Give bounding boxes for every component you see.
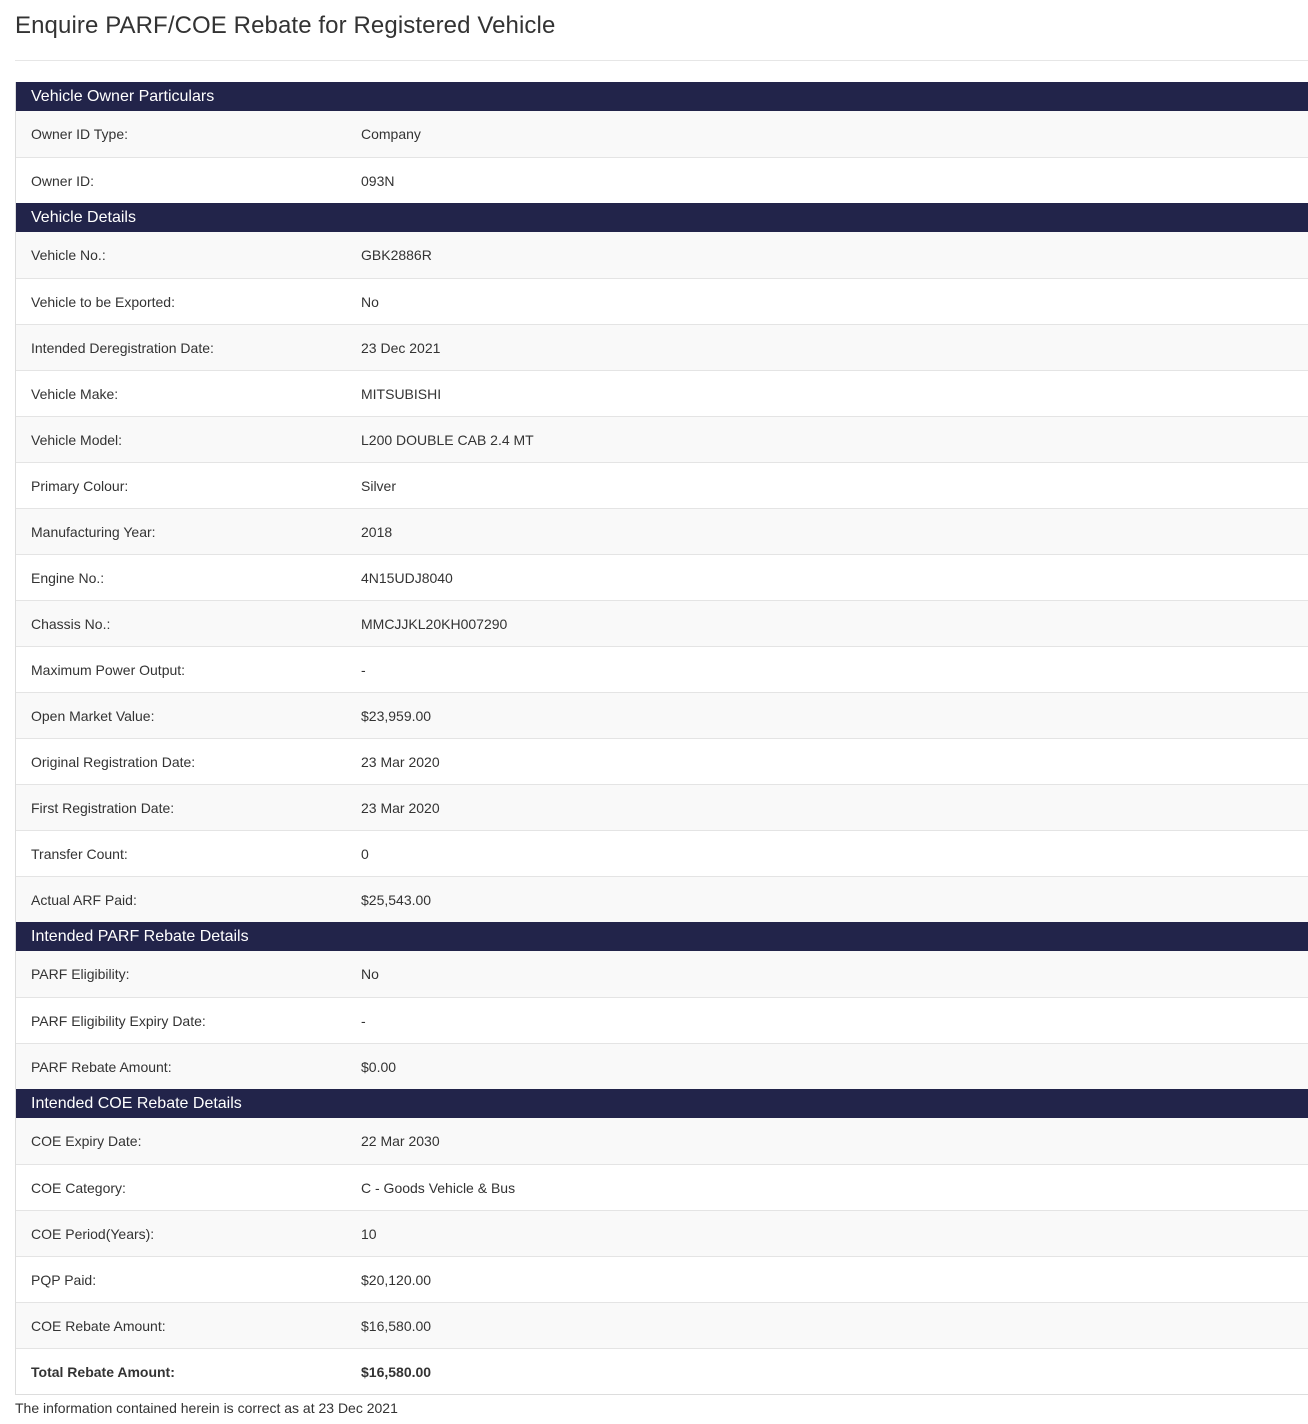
field-value: $16,580.00 — [361, 1363, 432, 1380]
field-label: PARF Rebate Amount: — [31, 1058, 172, 1075]
row-vehicle-exported — [16, 278, 1308, 324]
row-manufacturing-year — [16, 508, 1308, 554]
field-value: $0.00 — [361, 1058, 397, 1075]
row-coe-expiry-date — [16, 1118, 1308, 1164]
field-label: Manufacturing Year: — [31, 523, 156, 540]
field-label: PARF Eligibility: — [31, 966, 130, 982]
field-value: - — [361, 661, 366, 678]
field-value: No — [361, 293, 379, 310]
field-label: Chassis No.: — [31, 615, 111, 632]
field-value: Company — [361, 126, 421, 142]
row-owner-id — [16, 157, 1308, 203]
row-coe-period — [16, 1210, 1308, 1256]
field-value: 2018 — [361, 523, 393, 540]
field-label: First Registration Date: — [31, 799, 175, 816]
row-chassis-no — [16, 600, 1308, 646]
title-divider — [15, 60, 1308, 61]
field-label: Total Rebate Amount: — [31, 1363, 175, 1380]
row-total-rebate-amount — [16, 1348, 1308, 1394]
field-label: Original Registration Date: — [31, 753, 196, 770]
field-label: Open Market Value: — [31, 707, 155, 724]
row-open-market-value — [16, 692, 1308, 738]
field-label: PQP Paid: — [31, 1271, 97, 1288]
field-label: Owner ID: — [31, 172, 95, 189]
field-label: COE Rebate Amount: — [31, 1317, 166, 1334]
row-parf-eligibility — [16, 951, 1308, 997]
row-original-registration-date — [16, 738, 1308, 784]
field-value: 23 Mar 2020 — [361, 753, 440, 770]
field-value: MMCJJKL20KH007290 — [361, 615, 508, 632]
field-label: COE Period(Years): — [31, 1225, 155, 1242]
section-header-vehicle: Vehicle Details — [16, 203, 1308, 232]
field-label: Owner ID Type: — [31, 126, 129, 142]
field-value: MITSUBISHI — [361, 385, 442, 402]
field-value: $16,580.00 — [361, 1317, 432, 1334]
row-pqp-paid — [16, 1256, 1308, 1302]
row-vehicle-model — [16, 416, 1308, 462]
field-value: 10 — [361, 1225, 377, 1242]
row-first-registration-date — [16, 784, 1308, 830]
field-value: 23 Dec 2021 — [361, 339, 441, 356]
row-vehicle-make — [16, 370, 1308, 416]
footnote: The information contained herein is correct as at 23 Dec 2021 — [15, 1400, 398, 1416]
row-vehicle-no — [16, 232, 1308, 278]
field-label: COE Category: — [31, 1179, 126, 1196]
field-value: $25,543.00 — [361, 891, 432, 908]
section-header-owner: Vehicle Owner Particulars — [16, 82, 1308, 111]
field-value: 4N15UDJ8040 — [361, 569, 453, 586]
field-label: Engine No.: — [31, 569, 105, 586]
field-label: Intended Deregistration Date: — [31, 339, 214, 356]
field-value: 0 — [361, 845, 369, 862]
field-label: Vehicle Make: — [31, 385, 119, 402]
field-label: COE Expiry Date: — [31, 1133, 142, 1149]
row-parf-rebate-amount — [16, 1043, 1308, 1089]
row-coe-category — [16, 1164, 1308, 1210]
field-label: Vehicle to be Exported: — [31, 293, 175, 310]
row-parf-eligibility-expiry — [16, 997, 1308, 1043]
field-value: No — [361, 966, 379, 982]
field-value: GBK2886R — [361, 247, 432, 263]
rebate-details-card — [15, 82, 1308, 1395]
page-title: Enquire PARF/COE Rebate for Registered Vehicle — [15, 12, 556, 39]
field-value: 22 Mar 2030 — [361, 1133, 440, 1149]
field-label: Transfer Count: — [31, 845, 128, 862]
row-deregistration-date — [16, 324, 1308, 370]
row-transfer-count — [16, 830, 1308, 876]
field-label: Vehicle Model: — [31, 431, 123, 448]
field-label: Primary Colour: — [31, 477, 129, 494]
field-value: C - Goods Vehicle & Bus — [361, 1179, 516, 1196]
row-owner-id-type — [16, 111, 1308, 157]
field-label: Vehicle No.: — [31, 247, 106, 263]
field-value: 23 Mar 2020 — [361, 799, 440, 816]
row-engine-no — [16, 554, 1308, 600]
field-value: $20,120.00 — [361, 1271, 432, 1288]
field-label: Actual ARF Paid: — [31, 891, 137, 908]
field-value: Silver — [361, 477, 397, 494]
section-header-parf: Intended PARF Rebate Details — [16, 922, 1308, 951]
row-primary-colour — [16, 462, 1308, 508]
row-max-power-output — [16, 646, 1308, 692]
field-value: $23,959.00 — [361, 707, 432, 724]
row-coe-rebate-amount — [16, 1302, 1308, 1348]
field-label: PARF Eligibility Expiry Date: — [31, 1012, 206, 1029]
field-value: L200 DOUBLE CAB 2.4 MT — [361, 431, 534, 448]
row-actual-arf-paid — [16, 876, 1308, 922]
field-value: 093N — [361, 172, 395, 189]
field-label: Maximum Power Output: — [31, 661, 186, 678]
field-value: - — [361, 1012, 366, 1029]
section-header-coe: Intended COE Rebate Details — [16, 1089, 1308, 1118]
